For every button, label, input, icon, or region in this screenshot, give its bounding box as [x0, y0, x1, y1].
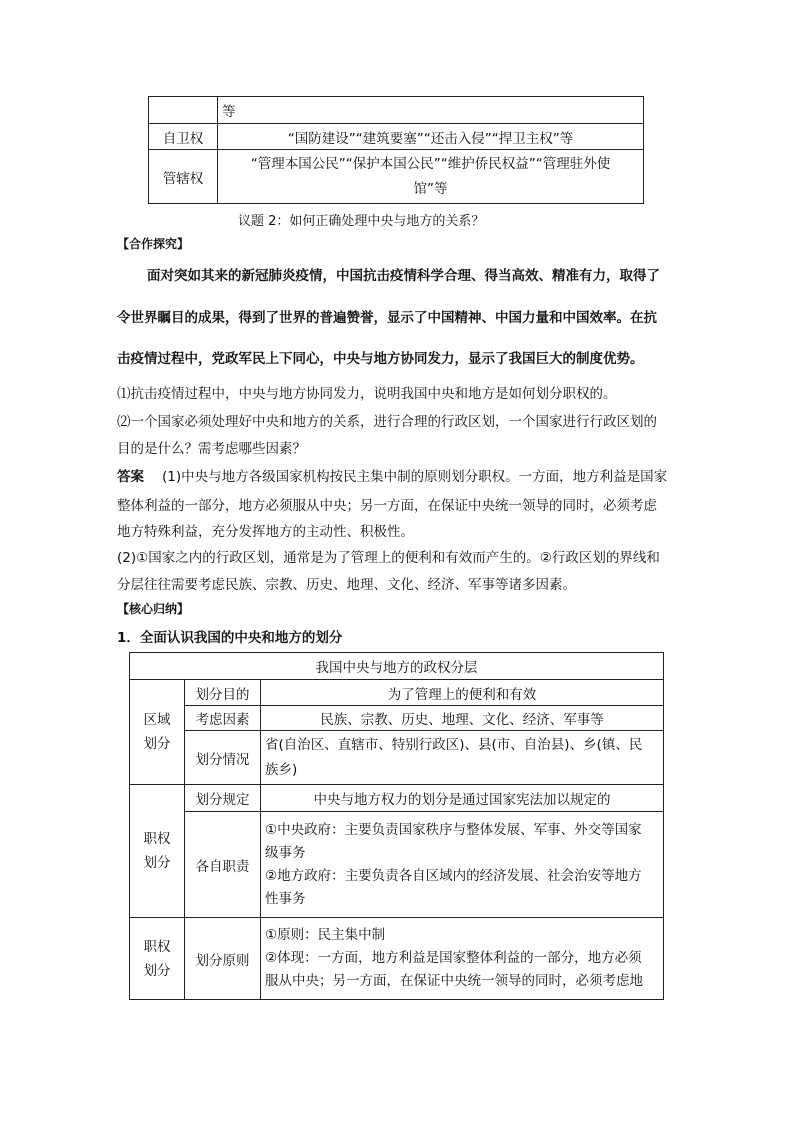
question-2: ⑵一个国家必须处理好中央和地方的关系，进行合理的行政区划，一个国家进行行政区划的 — [117, 414, 657, 430]
central-local-division-table — [129, 652, 664, 1000]
table-title-row — [130, 653, 664, 680]
row-value: 等 — [218, 97, 644, 124]
table-row — [130, 812, 664, 918]
row-value — [261, 812, 664, 918]
table-row — [130, 731, 664, 785]
table-row — [130, 918, 664, 1000]
table-title: 我国中央与地方的政权分层 — [130, 653, 664, 680]
row-label: 各自职责 — [185, 812, 261, 918]
category-label: 区域 — [143, 712, 171, 728]
question-2-cont: 目的是什么？需考虑哪些因素？ — [117, 441, 306, 457]
passage-line-3: 击疫情过程中，党政军民上下同心，中央与地方协同发力，显示了我国巨大的制度优势。 — [117, 351, 644, 367]
row-value: 中央与地方权力的划分是通过国家宪法加以规定的 — [261, 785, 664, 812]
row-label: 考虑因素 — [185, 706, 261, 731]
value-line: ①中央政府：主要负责国家秩序与整体发展、军事、外交等国家 — [265, 821, 642, 838]
table-row — [130, 680, 664, 706]
category-power — [130, 785, 185, 918]
category-region — [130, 680, 185, 785]
value-line: 省(自治区、直辖市、特别行政区)、县(市、自治县)、乡(镇、民 — [265, 736, 643, 753]
issue-title: 议题 2：如何正确处理中央与地方的关系？ — [238, 214, 485, 229]
table-row — [149, 97, 644, 124]
passage-line-1: 面对突如其来的新冠肺炎疫情，中国抗击疫情科学合理、得当高效、精准有力，取得了 — [147, 268, 660, 284]
answer-line-3: 地方特殊利益，充分发挥地方的主动性、积极性。 — [117, 524, 414, 540]
value-line: 馆”等 — [413, 180, 448, 197]
table-row — [149, 124, 644, 150]
value-line: ②地方政府：主要负责各自区域内的经济发展、社会治安等地方 — [265, 867, 642, 884]
value-line: 服从中央；另一方面，在保证中央统一领导的同时，必须考虑地 — [265, 973, 643, 989]
row-head: 管辖权 — [149, 150, 218, 204]
row-value: 为了管理上的便利和有效 — [261, 680, 664, 706]
category-label: 划分 — [143, 736, 171, 752]
table-row — [130, 785, 664, 812]
answer-line-4: (2)①国家之内的行政区划，通常是为了管理上的便利和有效而产生的。②行政区划的界线和 — [117, 550, 660, 566]
row-value: “国防建设”“建筑要塞”“还击入侵”“捍卫主权”等 — [218, 124, 644, 150]
answer-label: 答案 — [117, 469, 144, 485]
category-label: 职权 — [143, 938, 171, 955]
answer-line-1: (1)中央与地方各级国家机构按民主集中制的原则划分职权。一方面，地方利益是国家 — [162, 469, 668, 485]
value-line: “管理本国公民”“保护本国公民”“维护侨民权益”“管理驻外使 — [250, 155, 611, 172]
answer-line-2: 整体利益的一部分，地方必须服从中央；另一方面，在保证中央统一领导的同时，必须考虑 — [117, 498, 657, 514]
row-value: 民族、宗教、历史、地理、文化、经济、军事等 — [261, 706, 664, 731]
row-value — [218, 150, 644, 204]
category-power — [130, 918, 185, 1000]
passage-line-2: 令世界瞩目的成果，得到了世界的普遍赞誉，显示了中国精神、中国力量和中国效率。在抗 — [117, 310, 657, 326]
table-row — [130, 706, 664, 731]
value-line: ①原则：民主集中制 — [265, 927, 386, 943]
row-head — [149, 97, 218, 124]
row-label: 划分原则 — [185, 918, 261, 1000]
value-line: ②体现：一方面，地方利益是国家整体利益的一部分，地方必须 — [265, 950, 642, 966]
category-label: 职权 — [143, 831, 171, 847]
category-label: 划分 — [143, 855, 171, 871]
coop-label: 【合作探究】 — [117, 237, 190, 251]
table-row — [149, 150, 644, 204]
sovereignty-rights-table — [148, 96, 644, 204]
answer-line-5: 分层往往需要考虑民族、宗教、历史、地理、文化、经济、军事等诸多因素。 — [117, 577, 576, 593]
row-value — [261, 731, 664, 785]
value-line: 性事务 — [265, 890, 306, 907]
row-label: 划分情况 — [185, 731, 261, 785]
core-summary-label: 【核心归纳】 — [117, 602, 190, 616]
row-value — [261, 918, 664, 1000]
value-line: 级事务 — [265, 844, 306, 861]
value-line: 族乡) — [265, 761, 298, 778]
section-1-title: 1．全面认识我国的中央和地方的划分 — [117, 630, 343, 646]
category-label: 划分 — [143, 962, 171, 979]
row-head: 自卫权 — [149, 124, 218, 150]
row-label: 划分规定 — [185, 785, 261, 812]
question-1: ⑴抗击疫情过程中，中央与地方协同发力，说明我国中央和地方是如何划分职权的。 — [117, 386, 617, 402]
row-label: 划分目的 — [185, 680, 261, 706]
